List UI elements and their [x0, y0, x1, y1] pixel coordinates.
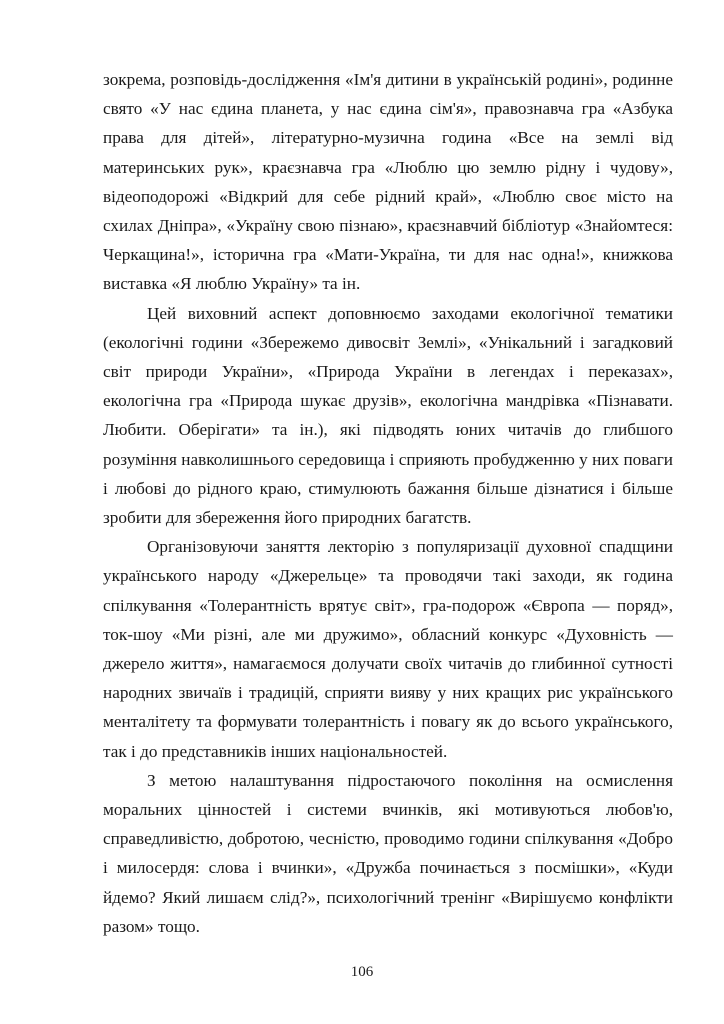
page-number: 106: [350, 964, 374, 980]
paragraph-continuation: зокрема, розповідь-дослідження «Ім'я дитини в українській родині», родинне свято «У нас єдина планета, у нас єдина сім'я», правознавча гра «Азбука права для дітей», літературно-музична година «Все на землі від материнських рук», краєзнавча гра «Люблю цю землю рідну і чудову», відеоподорожі «Відкрий для себе рідний край», «Люблю своє місто на схилах Дніпра», «Україну свою пізнаю», краєзнавчий бібліотур «Знайомтеся: Черкащина!», історична гра «Мати-Україна, ти для нас одна!», книжкова виставка «Я люблю Україну» та ін.: [103, 70, 673, 294]
paragraph-morality: З метою налаштування підростаючого покоління на осмислення моральних цінностей і системи вчинків, які мотивуються любов'ю, справедливістю, добротою, чесністю, проводимо години спілкування «Добро і милосердя: слова і вчинки», «Дружба починається з посмішки», «Куди йдемо? Який лишаєм слід?», психологічний тренінг «Вирішуємо конфлікти разом» тощо.: [103, 770, 673, 936]
page-body: [103, 65, 673, 941]
paragraph-heritage: Організовуючи заняття лекторію з популяризації духовної спадщини українського народу «Джерельце» та проводячи такі заходи, як година спілкування «Толерантність врятує світ», гра-подорож «Європа — поряд», ток-шоу «Ми різні, але ми дружимо», обласний конкурс «Духовність — джерело життя», намагаємося долучати своїх читачів до глибинної сутності народних звичаїв і традицій, сприяти вияву у них кращих рис українського менталітету та формувати толерантність і повагу як до всього українського, так і до представників інших національностей.: [103, 537, 673, 761]
paragraph-ecology: Цей виховний аспект доповнюємо заходами екологічної тематики (екологічні години «Збережемо дивосвіт Землі», «Унікальний і загадковий світ природи України», «Природа України в легендах і переказах», екологічна гра «Природа шукає друзів», екологічна мандрівка «Пізнавати. Любити. Оберігати» та ін.), які підводять юних читачів до глибшого розуміння навколишнього середовища і сприяють пробудженню у них поваги і любові до рідного краю, стимулюють бажання більше дізнатися і більше зробити для збереження його природних багатств.: [103, 303, 673, 528]
